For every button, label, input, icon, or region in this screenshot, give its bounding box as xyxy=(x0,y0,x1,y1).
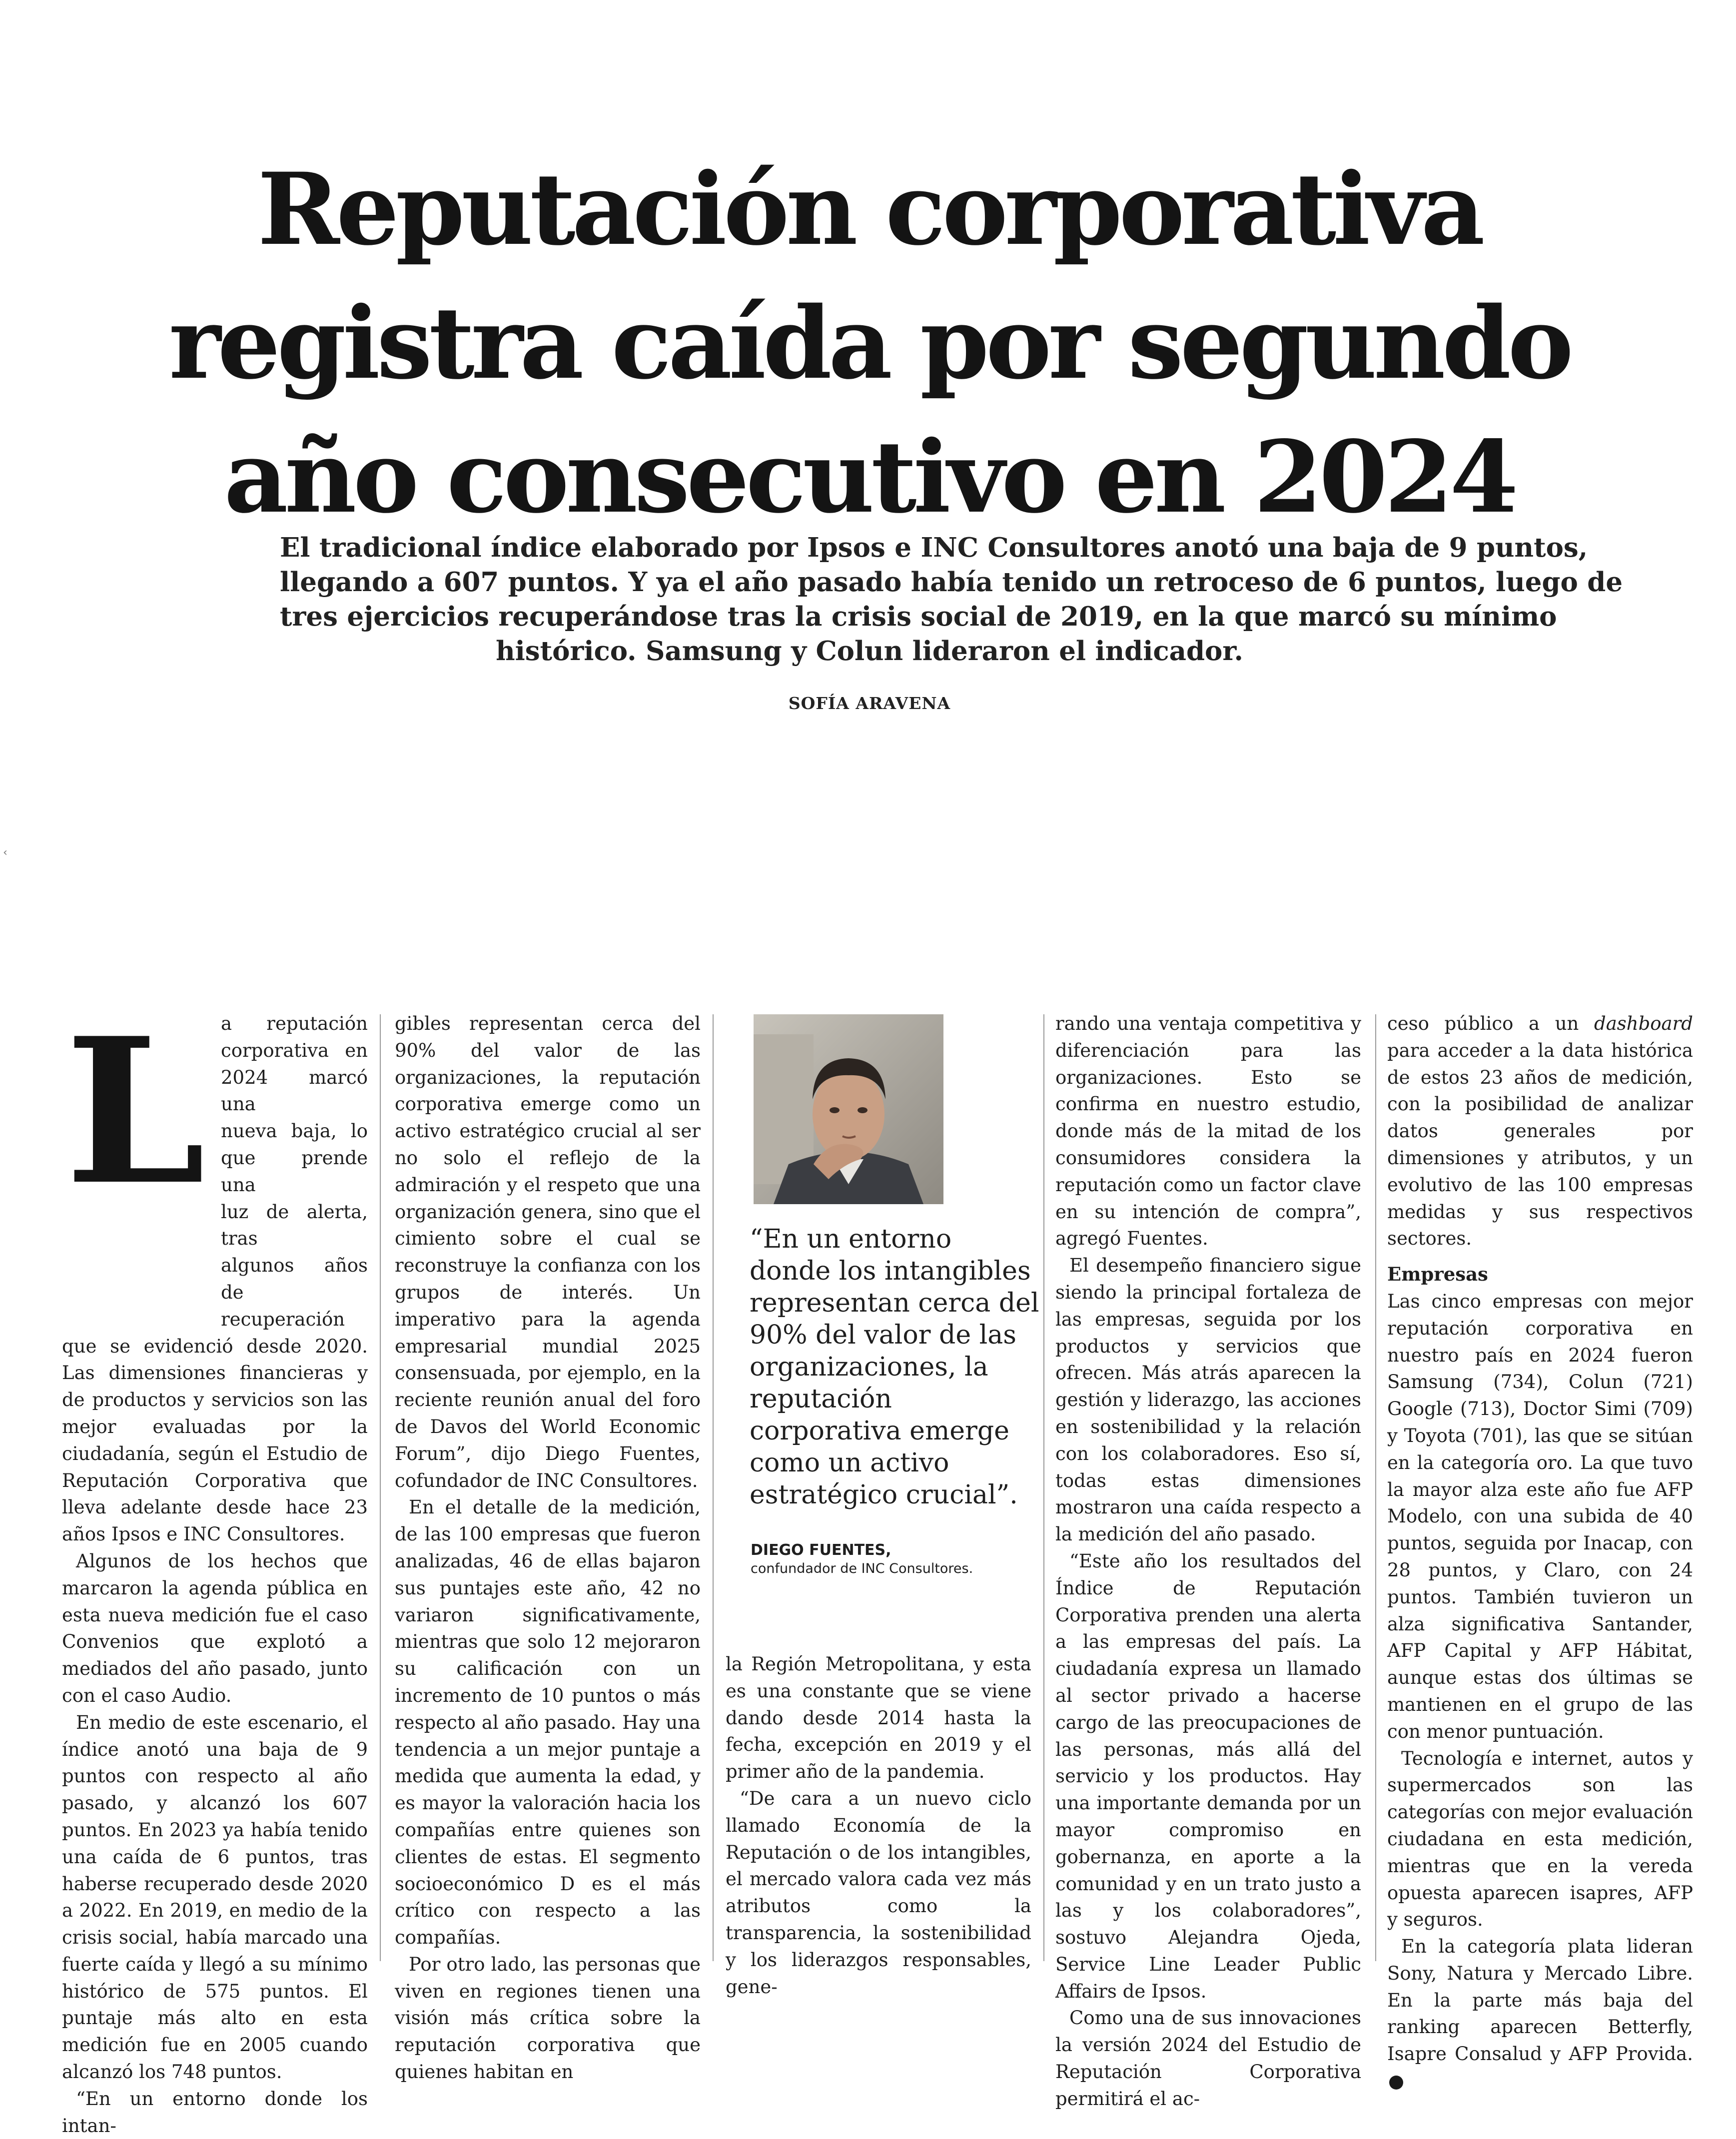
column-5 xyxy=(1387,1010,1693,2095)
paragraph: “En un entorno donde los intan- xyxy=(62,2088,368,2137)
text-line: que prende una xyxy=(221,1147,368,1196)
text-run: ceso público a un xyxy=(1387,1013,1595,1034)
deck-line: El tradicional índice elaborado por Ipsos e INC Consultores anotó una baja de 9 puntos, xyxy=(280,532,1588,563)
quote-line: estratégico crucial”. xyxy=(750,1480,1018,1510)
deck-line: tres ejercicios recuperándose tras la crisis social de 2019, en la que marcó su mínimo xyxy=(280,601,1557,632)
quote-line: donde los intangibles xyxy=(750,1256,1031,1286)
quote-line: corporativa emerge xyxy=(750,1416,1009,1446)
paragraph: “Este año los resultados del Índice de Reputación Corporativa prenden una alerta a las empresas del país. La ciudadanía expresa un llamado al sector privado a hacerse cargo de las preocupaciones de las personas, más allá del servicio y los productos. Hay una importante demanda por un mayor compromiso en gobernanza, en aporte a la comunidad y en un trato justo a las y los colaboradores”, sostuvo Alejandra Ojeda, Service Line Leader Public Affairs de Ipsos. xyxy=(1055,1550,1361,2002)
column-2 xyxy=(395,1010,701,2086)
paragraph: Tecnología e internet, autos y supermercados son las categorías con mejor evaluación ciudadana en esta medición, mientras que en la vereda opuesta aparecen isapres, AFP y seguros. xyxy=(1387,1747,1693,1931)
headline-line: registra caída por segundo xyxy=(168,285,1571,401)
drop-cap: L xyxy=(65,994,206,1229)
paragraph: En medio de este escenario, el índice anotó una baja de 9 puntos con respecto al año pasado, y alcanzó los 607 puntos. En 2023 ya había tenido una caída de 6 puntos, tras haberse recuperado desde 2020 a 2022. En 2019, en medio de la crisis social, había marcado una fuerte caída y llegó a su mínimo histórico de 575 puntos. El puntaje más alto en esta medición fue en 2005 cuando alcanzó los 748 puntos. xyxy=(62,1711,368,2083)
column-3 xyxy=(726,1651,1031,2000)
emphasis: dashboard xyxy=(1594,1013,1693,1034)
text-line: corporativa en xyxy=(221,1039,368,1061)
quote-line: reputación xyxy=(750,1384,892,1414)
quote-line: como un activo xyxy=(750,1448,949,1478)
deck xyxy=(280,531,1623,669)
text-run: para acceder a la data histórica de estos 23 años de medición, con la posibilidad de analizar datos generales por dimensiones y atributos, y un evolutivo de las 100 empresas medidas y sus respectivos sectores. xyxy=(1387,1039,1693,1250)
quote-line: 90% del valor de las xyxy=(750,1320,1016,1350)
paragraph: En el detalle de la medición, de las 100 empresas que fueron analizadas, 46 de ellas bajaron sus puntajes este año, 42 no variaron significativamente, mientras que solo 12 mejoraron su calificación con un incremento de 10 puntos o más respecto al año pasado. Hay una tendencia a un mejor puntaje a medida que aumenta la edad, y es mayor la valoración hacia los compañías entre quienes son clientes de estas. El segmento socioeconómico D es el más crítico con respecto a las compañías. xyxy=(395,1496,701,1949)
column-rule xyxy=(1043,1014,1044,1961)
headline xyxy=(150,142,1589,544)
quote-attribution-role: confundador de INC Consultores. xyxy=(751,1561,973,1576)
paragraph xyxy=(1387,1933,1693,2095)
headline-line: Reputación corporativa xyxy=(257,151,1482,267)
byline: SOFÍA ARAVENA xyxy=(788,694,951,713)
column-4 xyxy=(1055,1010,1361,2113)
paragraph: Las cinco empresas con mejor reputación corporativa en nuestro país en 2024 fueron Samsung (734), Colun (721) Google (713), Doctor Simi (709) y Toyota (701), las que se sitúan en la categoría oro. La que tuvo la mayor alza este año fue AFP Modelo, con una subida de 40 puntos, seguida por Inacap, con 28 puntos, y Claro, con 24 puntos. También tuvieron un alza significativa Santander, AFP Capital y AFP Hábitat, aunque estas dos últimas se mantienen en el grupo de las con menor puntuación. xyxy=(1387,1290,1693,1742)
column-rule xyxy=(713,1014,714,1961)
paragraph: Algunos de los hechos que marcaron la agenda pública en esta nueva medición fue el caso Convenios que explotó a mediados del año pasado, junto con el caso Audio. xyxy=(62,1550,368,1706)
headline-line: año consecutivo en 2024 xyxy=(224,419,1515,535)
column-rule xyxy=(380,1014,381,1961)
paragraph xyxy=(1387,1010,1693,1252)
text-line: a reputación xyxy=(221,1013,368,1034)
drop-cap-wrap xyxy=(62,994,368,1333)
column-rule xyxy=(1375,1014,1376,1961)
column-1 xyxy=(62,994,368,2139)
paragraph: la Región Metropolitana, y esta es una constante que se viene dando desde 2014 hasta la fecha, excepción en 2019 y el primer año de la pandemia. xyxy=(726,1653,1031,1783)
paragraph: El desempeño financiero sigue siendo la principal fortaleza de las empresas, seguida por los productos y servicios que ofrecen. Más atrás aparecen la gestión y liderazgo, las acciones en sostenibilidad y la relación con los colaboradores. Eso sí, todas estas dimensiones mostraron una caída respecto a la medición del año pasado. xyxy=(1055,1255,1361,1545)
portrait-illustration xyxy=(754,1014,943,1204)
page-marker: ‹ xyxy=(3,846,7,859)
text-run: En la categoría plata lideran Sony, Natura y Mercado Libre. En la parte más baja del ranking aparecen Betterfly, Isapre Consalud y AFP Provida. xyxy=(1387,1936,1693,2065)
section-subhead: Empresas xyxy=(1387,1263,1488,1286)
quote-line: representan cerca del xyxy=(750,1288,1039,1318)
paragraph: Como una de sus innovaciones la versión 2024 del Estudio de Reputación Corporativa permitirá el ac- xyxy=(1055,2007,1361,2110)
quote-attribution-name: DIEGO FUENTES, xyxy=(751,1541,891,1559)
end-mark-icon: P xyxy=(1389,2076,1403,2090)
quote-line: organizaciones, la xyxy=(750,1352,988,1382)
paragraph: gibles representan cerca del 90% del valor de las organizaciones, la reputación corporativa emerge como un activo estratégico crucial al ser no solo el reflejo de la admiración y el respeto que una organización genera, sino que el cimiento sobre el cual se reconstruye la confianza con los grupos de interés. Un imperativo para la agenda empresarial mundial 2025 consensuada, por ejemplo, en la reciente reunión anual del foro de Davos del World Economic Forum”, dijo Diego Fuentes, cofundador de INC Consultores. xyxy=(395,1013,701,1491)
paragraph: Por otro lado, las personas que viven en regiones tienen una visión más crítica sobre la reputación corporativa que quienes habitan en xyxy=(395,1953,701,2083)
text-line: 2024 marcó una xyxy=(221,1066,368,1115)
paragraph: que se evidenció desde 2020. Las dimensiones financieras y de productos y servicios son las mejor evaluadas por la ciudadanía, según el Estudio de Reputación Corporativa que lleva adelante desde hace 23 años Ipsos e INC Consultores. xyxy=(62,1335,368,1545)
text-line: recuperación xyxy=(221,1308,345,1330)
portrait-photo xyxy=(754,1014,943,1204)
text-line: nueva baja, lo xyxy=(221,1120,368,1142)
quote-line: “En un entorno xyxy=(750,1224,952,1254)
deck-line: histórico. Samsung y Colun lideraron el indicador. xyxy=(496,636,1243,667)
paragraph: “De cara a un nuevo ciclo llamado Economía de la Reputación o de los intangibles, el mercado valora cada vez más atributos como la transparencia, la sostenibilidad y los liderazgos responsables, gene- xyxy=(726,1787,1031,1998)
text-line: algunos años de xyxy=(221,1255,368,1303)
text-line: luz de alerta, tras xyxy=(221,1201,368,1250)
deck-line: llegando a 607 puntos. Y ya el año pasado había tenido un retroceso de 6 puntos, luego de xyxy=(280,567,1623,598)
pull-quote xyxy=(750,1223,1039,1511)
paragraph: rando una ventaja competitiva y diferenciación para las organizaciones. Esto se confirma en nuestro estudio, donde más de la mitad de los consumidores considera la reputación como un factor clave en su intención de compra”, agregó Fuentes. xyxy=(1055,1013,1361,1250)
